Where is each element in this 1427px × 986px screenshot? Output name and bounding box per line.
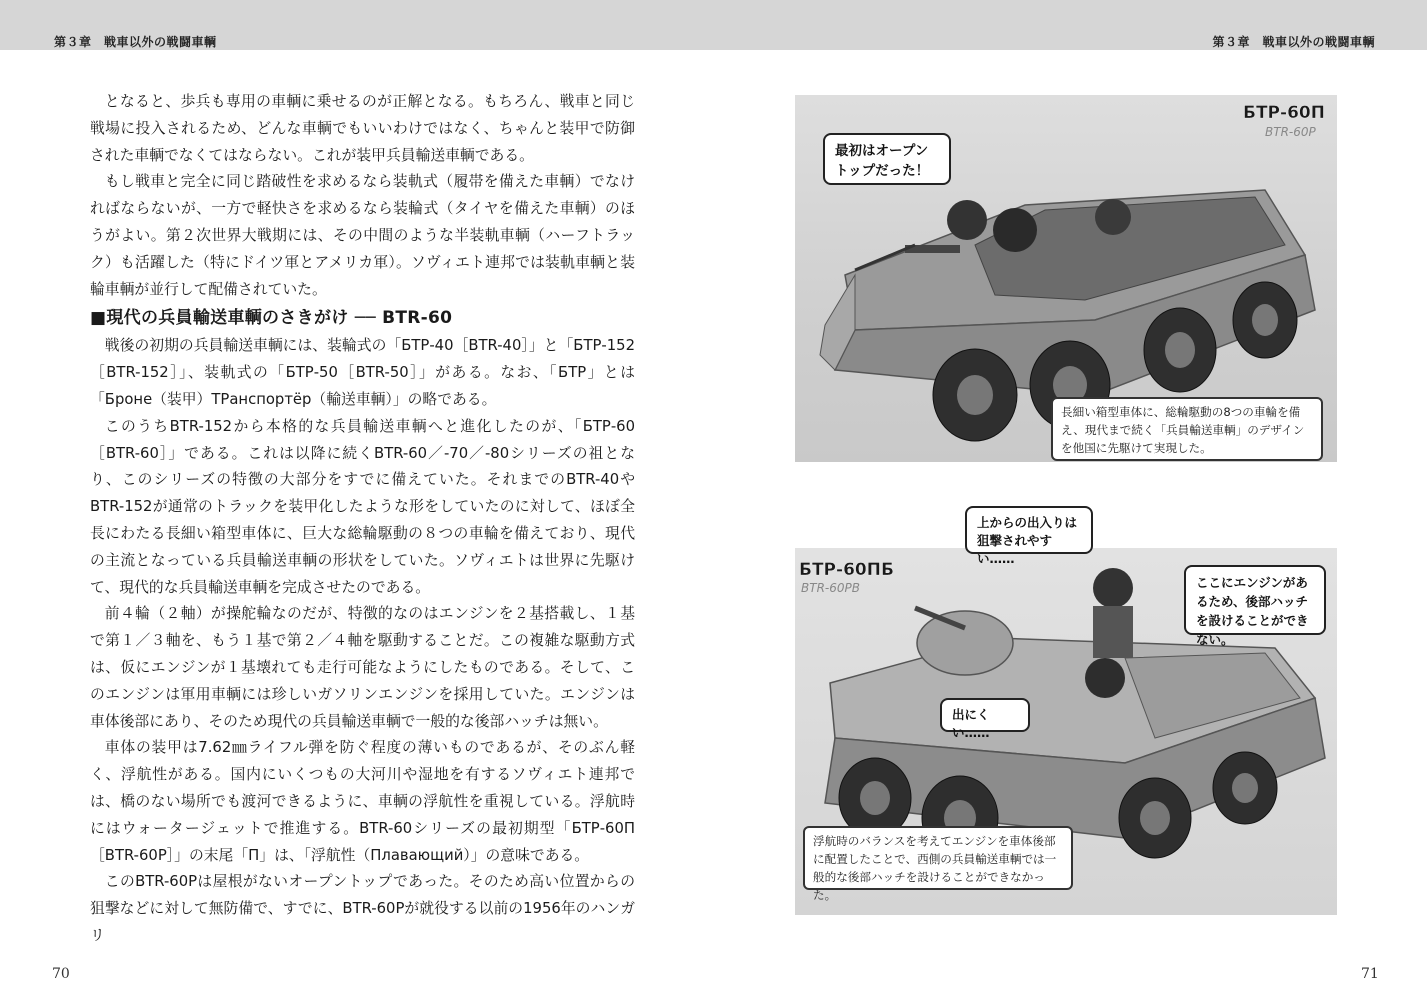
vehicle-subtitle: BTR-60PB [801,581,860,595]
vehicle-name: БТР-60ПБ [799,560,894,580]
running-head-band [0,0,1427,50]
speech-bubble-right: ここにエンジンがあるため、後部ハッチを設けることができない。 [1184,565,1326,635]
section-heading: ■現代の兵員輸送車輌のさきがけ ── BTR-60 [90,308,453,329]
paragraph: もし戦車と完全に同じ踏破性を求めるなら装軌式（履帯を備えた車輌）でなければならないが、一方で軽快さを求めるなら装輪式（タイヤを備えた車輌）のほうがよい。第２次世界大戦期には、その中間のような半装軌車輌（ハーフトラック）も活躍した（特にドイツ軍とアメリカ軍）。ソヴィエト連邦では装軌車輌と装輪車輌が並行して配備されていた。 [90,173,635,298]
speech-bubble-top: 上からの出入りは狙撃されやすい…… [965,506,1093,554]
figure-btr60p [795,95,1337,462]
vehicle-name: БТР-60П [1243,103,1325,123]
paragraph: となると、歩兵も専用の車輌に乗せるのが正解となる。もちろん、戦車と同じ戦場に投入されるため、どんな車輌でもいいわけではなく、ちゃんと装甲で防御された車輌でなくてはならない。これが装甲兵員輸送車輌である。 [90,93,635,164]
paragraph: このBTR-60Pは屋根がないオープントップであった。そのため高い位置からの狙撃などに対して無防備で、すでに、BTR-60Pが就役する以前の1956年のハンガリ [90,873,635,944]
vehicle-subtitle: BTR-60P [1265,125,1316,139]
page-number-left: 70 [52,966,70,982]
speech-bubble: 最初はオープントップだった！ [823,133,951,185]
paragraph: このうちBTR-152から本格的な兵員輸送車輌へと進化したのが、「БТР-60［BTR-60］」である。これは以降に続くBTR-60／-70／-80シリーズの祖となり、このシリーズの特徴の大部分をすでに備えていた。それまでのBTR-40やBTR-152が通常のトラックを装甲化したような形をしていたのに対して、ほぼ全長にわたる長細い箱型車体に、巨大な総輪駆動の８つの車輪を備えており、現代の主流となっている兵員輸送車輌の形状をしていた。ソヴィエトは世界に先駆けて、現代的な兵員輸送車輌を完成させたのである。 [90,417,635,596]
running-head-right: 第３章 戦車以外の戦闘車輌 [1212,35,1375,49]
running-head-left: 第３章 戦車以外の戦闘車輌 [54,35,217,49]
paragraph: 前４輪（２軸）が操舵輪なのだが、特徴的なのはエンジンを２基搭載し、１基で第１／３軸を、もう１基で第２／４軸を駆動することだ。この複雑な駆動方式は、仮にエンジンが１基壊れても走行可能なようにしたものである。そして、このエンジンは軍用車輌には珍しいガソリンエンジンを採用していた。エンジンは車体後部にあり、そのため現代の兵員輸送車輌で一般的な後部ハッチは無い。 [90,605,635,730]
figure-caption: 長細い箱型車体に、総輪駆動の8つの車輪を備え、現代まで続く「兵員輸送車輌」のデザインを他国に先駆けて実現した。 [1051,397,1323,461]
speech-bubble-mid: 出にくい…… [940,698,1030,732]
figure-caption: 浮航時のバランスを考えてエンジンを車体後部に配置したことで、西側の兵員輸送車輌では一般的な後部ハッチを設けることができなかった。 [803,826,1073,890]
paragraph: 車体の装甲は7.62㎜ライフル弾を防ぐ程度の薄いものであるが、そのぶん軽く、浮航性がある。国内にいくつもの大河川や湿地を有するソヴィエト連邦では、橋のない場所でも渡河できるように、車輌の浮航性を重視している。浮航時にはウォータージェットで推進する。BTR-60シリーズの最初期型「БТР-60П［BTR-60P］」の末尾「П」は、「浮航性（Плавающий）」の意味である。 [90,739,635,864]
body-text-column [90,89,635,950]
page-number-right: 71 [1361,966,1379,982]
paragraph: 戦後の初期の兵員輸送車輌には、装輪式の「БТР-40［BTR-40］」と「БТР-152［BTR-152］」、装軌式の「БТР-50［BTR-50］」がある。なお、「БТР」とは「Броне（装甲）ТРанспортёр（輸送車輌）」の略である。 [90,337,635,408]
